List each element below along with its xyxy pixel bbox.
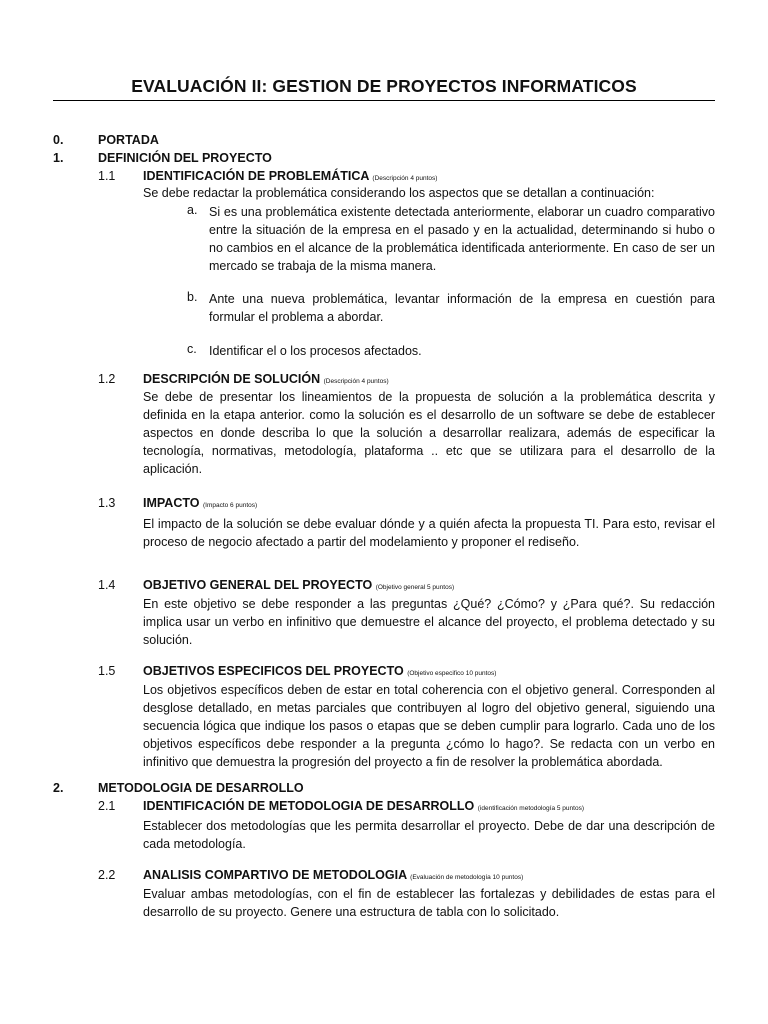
list-letter: c. [187,342,197,356]
title-underline [53,100,715,101]
score-note: (Descripción 4 puntos) [372,175,438,182]
score-note: (Objetivo general 5 puntos) [375,584,455,591]
section-number: 2. [53,781,64,795]
subsection-number: 1.5 [98,664,116,678]
subsection-heading [143,799,584,813]
score-note: (identificación metodología 5 puntos) [477,805,584,812]
list-item: Si es una problemática existente detectada anteriormente, elaborar un cuadro comparativo entre la situación de la empresa en el pasado y en la actualidad, determinando si hubo o no cambios en el alcance de la problemática identificada anteriormente. En caso de ser un mercado se trabaja de la misma manera. [209,205,715,273]
paragraph: Los objetivos específicos deben de estar en total coherencia con el objetivo general. Corresponden al desglose detallado, en metas parciales que contribuyen al logro del objetivo general, siguiendo una secuencia lógica que indique los pasos o etapas que se deben cumplir para lograrlo. Cada uno de los objetivos específicos debe responder a la pregunta ¿cómo lo hago?. Se redacta con un verbo en infinitivo que demuestra la progresión del proyecto a fin de resolver la problemática abordada. [143,683,715,769]
paragraph: Se debe de presentar los lineamientos de la propuesta de solución a la problemática descrita y definida en la etapa anterior. como la solución es el desarrollo de un software se debe de establecer aspectos en donde describa lo que la solución a desarrollar realizara, además de especificar la tecnología, normativas, metodología, plataforma .. etc que se utilizara para el desarrollo de la aplicación. [143,390,715,476]
subsection-title: IDENTIFICACIÓN DE METODOLOGIA DE DESARROLLO [143,799,475,813]
paragraph: El impacto de la solución se debe evaluar dónde y a quién afecta la propuesta TI. Para esto, revisar el proceso de negocio afectado a partir del modelamiento y proponer el rediseño. [143,517,715,549]
subsection-heading [143,868,523,882]
paragraph: Establecer dos metodologías que les permita desarrollar el proyecto. Debe de dar una descripción de cada metodología. [143,819,715,851]
score-note: (Impacto 6 puntos) [202,502,258,509]
list-item: Identificar el o los procesos afectados. [209,344,422,358]
subsection-number: 2.1 [98,799,116,813]
score-note: (Descripción 4 puntos) [323,378,389,385]
section-heading: DEFINICIÓN DEL PROYECTO [98,151,272,165]
section-heading: PORTADA [98,133,159,147]
subsection-number: 2.2 [98,868,116,882]
subsection-title: OBJETIVOS ESPECIFICOS DEL PROYECTO [143,664,404,678]
subsection-heading [143,496,257,510]
subsection-title: IDENTIFICACIÓN DE PROBLEMÁTICA [143,169,369,183]
document-title: EVALUACIÓN II: GESTION DE PROYECTOS INFORMATICOS [131,76,637,96]
score-note: (Objetivo especifico 10 puntos) [407,670,497,677]
list-letter: a. [187,203,198,217]
subsection-heading [143,578,454,592]
subsection-number: 1.3 [98,496,116,510]
section-number: 0. [53,133,64,147]
list-item: Ante una nueva problemática, levantar información de la empresa en cuestión para formular el problema a abordar. [209,292,715,324]
section-number: 1. [53,151,64,165]
score-note: (Evaluación de metodología 10 puntos) [410,874,524,881]
subsection-title: IMPACTO [143,496,200,510]
subsection-heading [143,664,496,678]
subsection-number: 1.2 [98,372,116,386]
subsection-title: DESCRIPCIÓN DE SOLUCIÓN [143,372,321,386]
subsection-number: 1.1 [98,169,116,183]
subsection-title: ANALISIS COMPARTIVO DE METODOLOGIA [143,868,407,882]
section-heading: METODOLOGIA DE DESARROLLO [98,781,304,795]
paragraph: Se debe redactar la problemática considerando los aspectos que se detallan a continuación: [143,186,655,200]
subsection-heading [143,372,389,386]
list-letter: b. [187,290,198,304]
paragraph: Evaluar ambas metodologías, con el fin de establecer las fortalezas y debilidades de estas para el desarrollo de su proyecto. Genere una estructura de tabla con lo solicitado. [143,887,715,919]
subsection-heading [143,169,437,183]
paragraph: En este objetivo se debe responder a las preguntas ¿Qué? ¿Cómo? y ¿Para qué?. Su redacción implica usar un verbo en infinitivo que demuestre el alcance del proyecto, el problema detectado y su solución. [143,597,715,647]
subsection-title: OBJETIVO GENERAL DEL PROYECTO [143,578,373,592]
subsection-number: 1.4 [98,578,116,592]
